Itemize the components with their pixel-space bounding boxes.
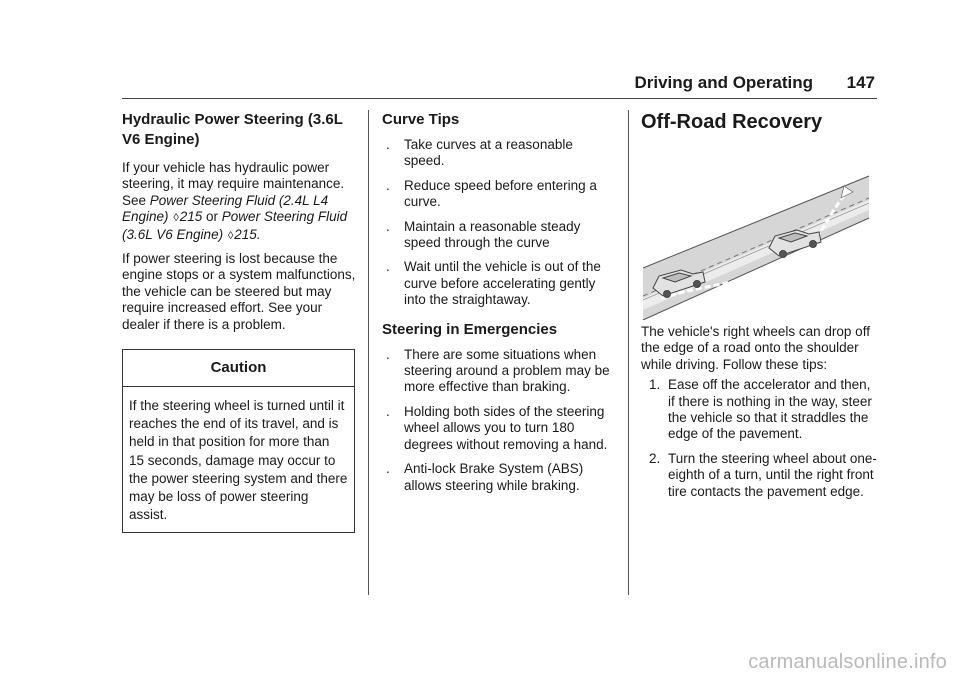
off-road-recovery-heading: Off-Road Recovery xyxy=(641,111,823,133)
off-road-intro-paragraph: The vehicle's right wheels can drop off the edge of a road onto the shoulder while driving. Follow these tips: xyxy=(641,324,870,372)
bullet-icon: . xyxy=(386,403,390,419)
page-number: 147 xyxy=(846,73,875,92)
list-item-text: Take curves at a reasonable speed. xyxy=(404,137,573,169)
list-item xyxy=(382,259,616,308)
text-run: . xyxy=(256,226,261,242)
watermark-text: carmanualsonline.info xyxy=(748,651,947,673)
step-text: Turn the steering wheel about one-eighth of a turn, until the right front tire contacts the pavement edge. xyxy=(668,450,877,499)
bullet-icon: . xyxy=(386,346,390,362)
hydraulic-steering-paragraph xyxy=(122,160,357,244)
caution-box xyxy=(122,349,355,533)
list-item xyxy=(382,461,616,494)
power-loss-paragraph: If power steering is lost because the engine stops or a system malfunctions, the vehicle can be steered but may require increased effort. See your dealer if there is a problem. xyxy=(122,251,356,332)
xref-link-power-steering-fluid-v6[interactable]: Power Steering Fluid (3.6L V6 Engine) xyxy=(122,209,348,242)
list-item xyxy=(641,377,877,443)
page-header xyxy=(122,70,877,99)
list-item-text: Reduce speed before entering a curve. xyxy=(404,177,597,210)
text-run: If your vehicle has hydraulic power steering, it may require maintenance. See xyxy=(122,160,345,208)
column-divider xyxy=(628,110,629,595)
steering-emergencies-list xyxy=(382,347,616,494)
list-item-text: Wait until the vehicle is out of the curve before accelerating gently into the straightaway. xyxy=(404,259,601,308)
list-item xyxy=(382,347,616,396)
text-run: or xyxy=(202,209,222,225)
off-road-steps-list xyxy=(641,377,877,500)
curve-tips-list xyxy=(382,137,616,309)
bullet-icon: . xyxy=(386,177,390,193)
caution-text: If the steering wheel is turned until it reaches the end of its travel, and is held in that position for more than 15 seconds, damage may occur to the power steering system and there may be loss of power steering assist. xyxy=(129,398,348,523)
list-item-text: There are some situations when steering around a problem may be more effective than braking. xyxy=(404,346,610,395)
caution-title: Caution xyxy=(123,350,354,387)
column-divider xyxy=(368,110,369,595)
xref-link-power-steering-fluid-l4[interactable]: Power Steering Fluid (2.4L L4 Engine) xyxy=(122,192,329,225)
step-number: 1. xyxy=(649,377,661,393)
list-item xyxy=(382,137,616,170)
xref-page[interactable]: 215 xyxy=(179,209,203,225)
xref-icon: ◊ xyxy=(173,212,179,225)
column-left xyxy=(122,110,357,533)
list-item xyxy=(641,451,877,500)
column-middle xyxy=(382,110,616,494)
bullet-icon: . xyxy=(386,218,390,234)
list-item xyxy=(382,219,616,252)
list-item-text: Maintain a reasonable steady speed through the curve xyxy=(404,218,581,251)
curve-tips-heading: Curve Tips xyxy=(382,111,460,128)
xref-icon: ◊ xyxy=(227,229,234,242)
step-text: Ease off the accelerator and then, if there is nothing in the way, steer the vehicle so that it straddles the edge of the pavement. xyxy=(668,377,872,442)
section-title: Driving and Operating xyxy=(634,73,813,92)
off-road-recovery-illustration xyxy=(641,148,873,320)
list-item-text: Anti-lock Brake System (ABS) allows steering while braking. xyxy=(404,461,584,493)
road-cars-drawing xyxy=(641,148,873,320)
list-item xyxy=(382,404,616,453)
xref-page[interactable]: 215 xyxy=(234,226,257,242)
bullet-icon: . xyxy=(386,137,390,152)
list-item xyxy=(382,178,616,211)
step-number: 2. xyxy=(649,450,661,466)
list-item-text: Holding both sides of the steering wheel allows you to turn 180 degrees without removing a hand. xyxy=(404,403,608,452)
bullet-icon: . xyxy=(386,259,390,275)
steering-emergencies-heading: Steering in Emergencies xyxy=(382,320,558,338)
column-right xyxy=(641,110,877,500)
bullet-icon: . xyxy=(386,461,390,477)
hydraulic-steering-heading: Hydraulic Power Steering (3.6L V6 Engine) xyxy=(122,111,343,148)
